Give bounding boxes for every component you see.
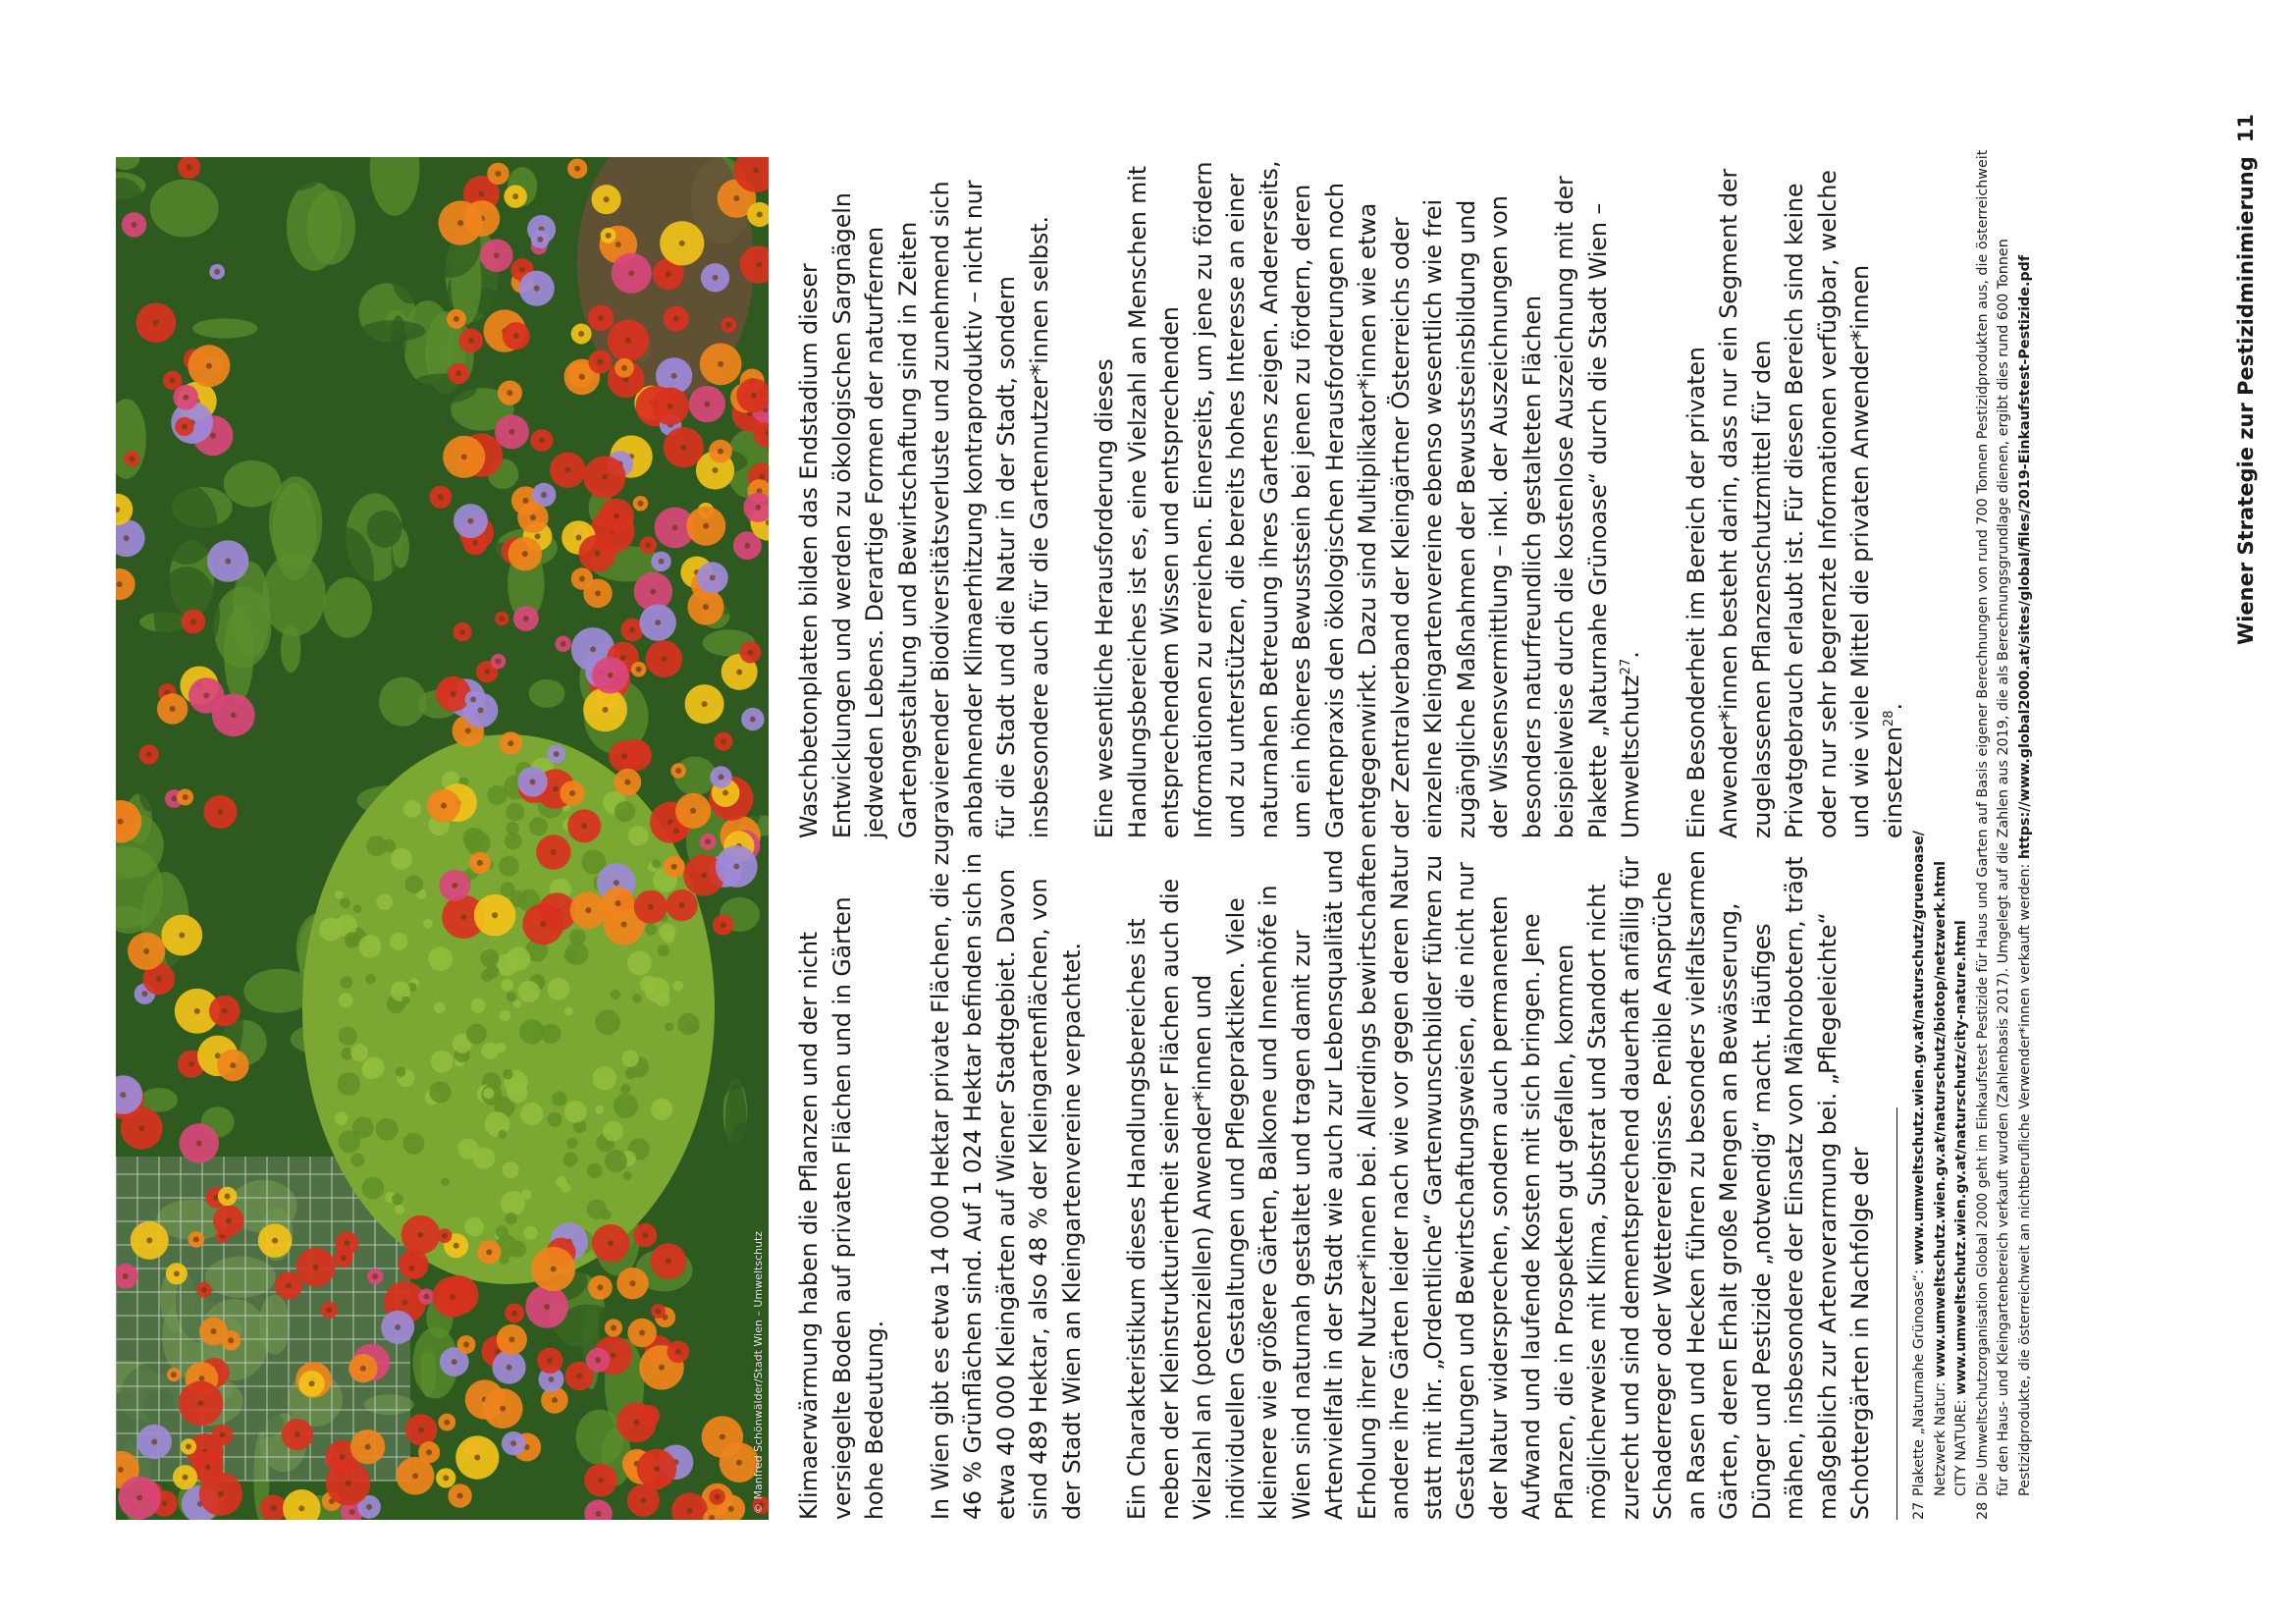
- right-text-column: [793, 157, 1943, 838]
- garden-photo: [116, 157, 769, 1520]
- footnote-28: [1973, 145, 2037, 1520]
- running-title: Wiener Strategie zur Pestizidminimierung: [2234, 156, 2258, 645]
- paragraph: Klimaerwärmung haben die Pflanzen und der nicht versiegelte Boden auf privaten Flächen und in Gärten hohe Bedeutung.: [795, 896, 888, 1520]
- footnote-divider: [1896, 1107, 1897, 1520]
- paragraph: Ein Charakteristikum dieses Handlungsbereiches ist neben der Kleinstrukturiertheit seiner Flächen auch die Vielzahl an (potenziellen) Anwender*innen und individuellen Gestaltungen und Pflegepraktiken. Viele kleinere wie größere Gärten, Balkone und Innenhöfe in Wien sind naturnah gestaltet und tragen damit zur Artenvielfalt in der Stadt wie auch zur Lebensqualität und Erholung ihrer Nutzer*innen bei. Allerdings bewirtschaften andere ihre Gärten leider nach wie vor gegen deren Natur statt mit ihr. „Ordentliche“ Gartenwunschbilder führen zu Gestaltungen und Bewirtschaftungsweisen, die nicht nur der Natur widersprechen, sondern auch permanenten Aufwand und laufende Kosten mit sich bringen. Jene Pflanzen, die in Prospekten gut gefallen, kommen möglicherweise mit Klima, Substrat und Standort nicht zurecht und sind dementsprechend dauerhaft anfällig für Schaderreger oder Wetterereignisse. Penible Ansprüche an Rasen und Hecken führen zu besonders vielfaltsarmen Gärten, deren Erhalt große Mengen an Bewässerung, Dünger und Pestizide „notwendig“ macht. Häufiges mähen, insbesondere der Einsatz von Mährobotern, trägt maßgeblich zur Artenverarmung bei. „Pflegeleichte“ Schottergärten in Nachfolge der: [1123, 842, 1874, 1520]
- footnote-ref-28[interactable]: 28: [1881, 710, 1896, 728]
- paragraph: [1681, 157, 1911, 838]
- running-footer: [2234, 114, 2258, 645]
- footnote-number: 28: [1974, 1501, 1991, 1520]
- paragraph-end: .: [1617, 651, 1644, 659]
- footnote-label: CITY NATURE:: [1953, 1394, 1969, 1496]
- footnote-line: [1909, 145, 1931, 1496]
- footnote-link[interactable]: www.umweltschutz.wien.gv.at/naturschutz/biotop/netzwerk.html: [1932, 860, 1949, 1378]
- footnote-link[interactable]: https://www.global2000.at/sites/global/files/2019-Einkaufstest-Pestizide.pdf: [2016, 254, 2033, 860]
- footnote-body: [1973, 145, 2037, 1496]
- paragraph: In Wien gibt es etwa 14 000 Hektar private Flächen, die zu 46 % Grünflächen sind. Auf 1 024 Hektar befinden sich in etwa 40 000 Kleingärten auf Wiener Stadtgebiet. Davon sind 489 Hektar, also 48 % der Kleingartenflächen, von der Stadt Wien an Kleingartenvereine verpachtet.: [926, 838, 1086, 1520]
- garden-photo-image: [116, 157, 769, 1520]
- paragraph: [1089, 157, 1648, 838]
- paragraph-text: Eine Besonderheit im Bereich der privaten Anwender*innen besteht darin, dass nur ein Segment der zugelassenen Pflanzenschutzmittel für den Privatgebrauch erlaubt ist. Für diesen Bereich sind keine oder nur sehr begrenzte Informationen verfügbar, welche und wie viele Mittel die privaten Anwender*innen einsetzen: [1682, 168, 1907, 838]
- footnote-line: [1931, 145, 1952, 1496]
- footnote-27: [1909, 145, 1973, 1520]
- footnote-body: [1909, 145, 1973, 1496]
- paragraph: Waschbetonplatten bilden das Endstadium dieser Entwicklungen und werden zu ökologischen Sargnägeln jedweden Lebens. Derartige Formen der naturfernen Gartengestaltung und Bewirtschaftung sind in Zeiten gravierender Biodiversitätsverluste und zunehmend sich anbahnender Klimaerhitzung kontraproduktiv – nicht nur für die Stadt und die Natur in der Stadt, sondern insbesondere auch für die Gartennutzer*innen selbst.: [795, 180, 1053, 838]
- left-text-column: [793, 838, 1910, 1520]
- photo-credit: © Manfred Schönwälder/Stadt Wien – Umweltschutz: [752, 1230, 765, 1514]
- footnote-text: Die Umweltschutzorganisation Global 2000 geht im Einkaufstest Pestizide für Haus und Garten auf Basis eigener Berechnungen von rund 700 Tonnen Pestizidprodukten aus, die österreichweit für den Haus- und Kleingartenbereich verkauft wurden (Zahlenbasis 2017). Umgelegt auf die Zahlen aus 2019, die als Berechnungsgrundlage dienen, ergibt dies rund 600 Tonnen Pestizidprodukte, die österreichweit an nichtberufliche Verwender*innen verkauft werden:: [1974, 149, 2033, 1496]
- footnote-link[interactable]: www.umweltschutz.wien.gv.at/naturschutz/gruenoase/: [1911, 830, 1927, 1266]
- footnote-label: Plakette „Naturnahe Grünoase“:: [1911, 1265, 1927, 1496]
- paragraph-text: Eine wesentliche Herausforderung dieses Handlungsbereiches ist es, eine Vielzahl an Menschen mit entsprechendem Wissen und entsprechenden Informationen zu erreichen. Einerseits, um jene zu fördern und zu unterstützen, die bereits hohes Interesse an einer naturnahen Betreuung ihres Gartens zeigen. Andererseits, um ein höheres Bewusstsein bei jenen zu fördern, deren Gartenpraxis den ökologischen Herausforderungen noch entgegenwirkt. Dazu sind Multiplikator*innen wie etwa der Zentralverband der Kleingärtner Österreichs oder einzelne Kleingartenvereine ebenso wesentlich wie frei zugängliche Maßnahmen der Bewusstseinsbildung und der Wissensvermittlung – inkl. der Auszeichnungen von besonders naturfreundlich gestalteten Flächen beispielweise durch die kostenlose Auszeichnung mit der Plakette „Naturnahe Grünoase“ durch die Stadt Wien – Umweltschutz: [1091, 160, 1644, 838]
- footnote-ref-27[interactable]: 27: [1619, 658, 1634, 675]
- footnotes: [1909, 145, 2036, 1520]
- footnote-number: 27: [1911, 1501, 1927, 1520]
- footnote-line: [1951, 145, 1973, 1496]
- footnote-link[interactable]: www.umweltschutz.wien.gv.at/naturschutz/city-nature.html: [1953, 920, 1969, 1395]
- footnote-label: Netzwerk Natur:: [1932, 1377, 1949, 1496]
- page-number: 11: [2234, 114, 2258, 143]
- paragraph-end: .: [1879, 703, 1907, 711]
